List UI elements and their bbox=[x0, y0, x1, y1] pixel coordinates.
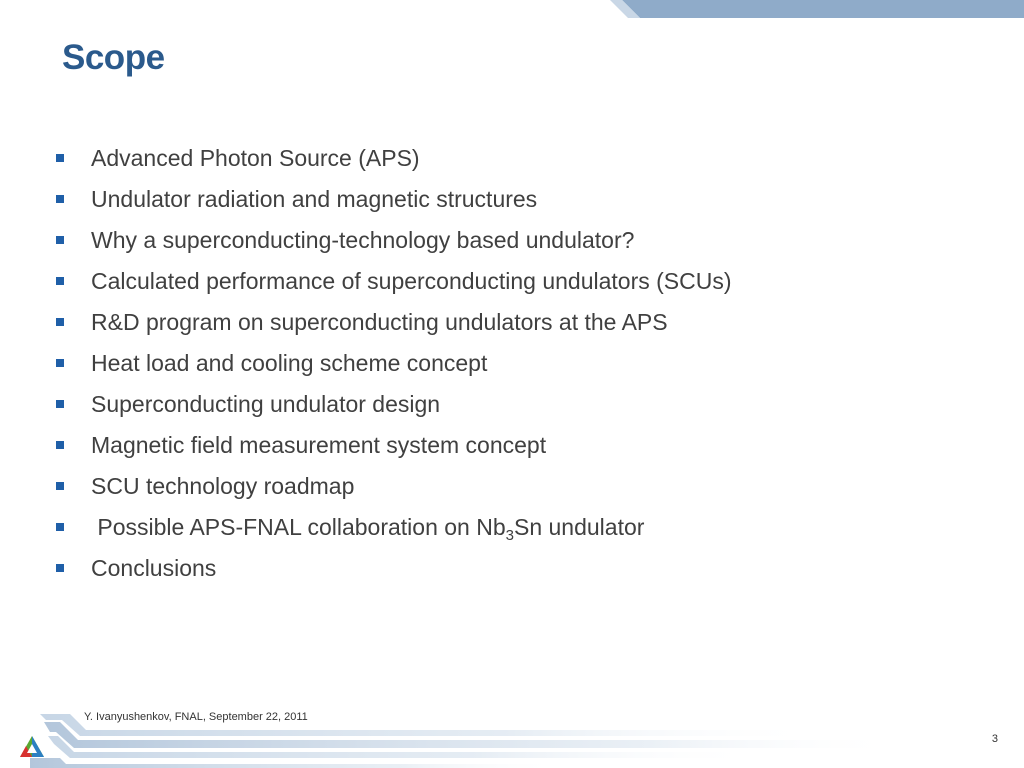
square-bullet-icon bbox=[56, 400, 64, 408]
bullet-text: Magnetic field measurement system concept bbox=[91, 431, 547, 458]
bullet-text: Undulator radiation and magnetic structures bbox=[91, 185, 538, 212]
bullet-item bbox=[56, 260, 732, 301]
bullet-item bbox=[56, 137, 732, 178]
bullet-text: R&D program on superconducting undulators at the APS bbox=[91, 308, 668, 335]
bullet-text: SCU technology roadmap bbox=[91, 472, 355, 499]
square-bullet-icon bbox=[56, 195, 64, 203]
bullet-item bbox=[56, 342, 732, 383]
bullet-text: Advanced Photon Source (APS) bbox=[91, 144, 420, 171]
bullet-text-part: Possible APS-FNAL collaboration on Nb bbox=[91, 513, 506, 540]
bullet-item bbox=[56, 178, 732, 219]
bullet-item bbox=[56, 465, 732, 506]
bullet-text bbox=[91, 513, 645, 544]
square-bullet-icon bbox=[56, 236, 64, 244]
argonne-triangle-logo-icon bbox=[18, 734, 46, 760]
bullet-text: Heat load and cooling scheme concept bbox=[91, 349, 488, 376]
bullet-item bbox=[56, 383, 732, 424]
square-bullet-icon bbox=[56, 154, 64, 162]
bullet-item bbox=[56, 219, 732, 260]
bullet-item bbox=[56, 301, 732, 342]
bullet-item bbox=[56, 547, 732, 588]
square-bullet-icon bbox=[56, 441, 64, 449]
subscript: 3 bbox=[505, 526, 514, 544]
square-bullet-icon bbox=[56, 359, 64, 367]
bullet-list bbox=[56, 137, 732, 588]
page-number: 3 bbox=[991, 733, 998, 745]
bullet-text: Why a superconducting-technology based undulator? bbox=[91, 226, 635, 253]
footer-text: Y. Ivanyushenkov, FNAL, September 22, 2011 bbox=[84, 711, 308, 723]
square-bullet-icon bbox=[56, 277, 64, 285]
bullet-text-part: Sn undulator bbox=[513, 513, 645, 540]
bullet-text: Superconducting undulator design bbox=[91, 390, 441, 417]
bullet-item bbox=[56, 424, 732, 465]
square-bullet-icon bbox=[56, 482, 64, 490]
top-accent-band bbox=[0, 0, 1024, 18]
bullet-item bbox=[56, 506, 732, 547]
bullet-text: Conclusions bbox=[91, 554, 217, 581]
square-bullet-icon bbox=[56, 523, 64, 531]
slide-title: Scope bbox=[62, 38, 165, 77]
bullet-text: Calculated performance of superconducting undulators (SCUs) bbox=[91, 267, 732, 294]
square-bullet-icon bbox=[56, 564, 64, 572]
square-bullet-icon bbox=[56, 318, 64, 326]
